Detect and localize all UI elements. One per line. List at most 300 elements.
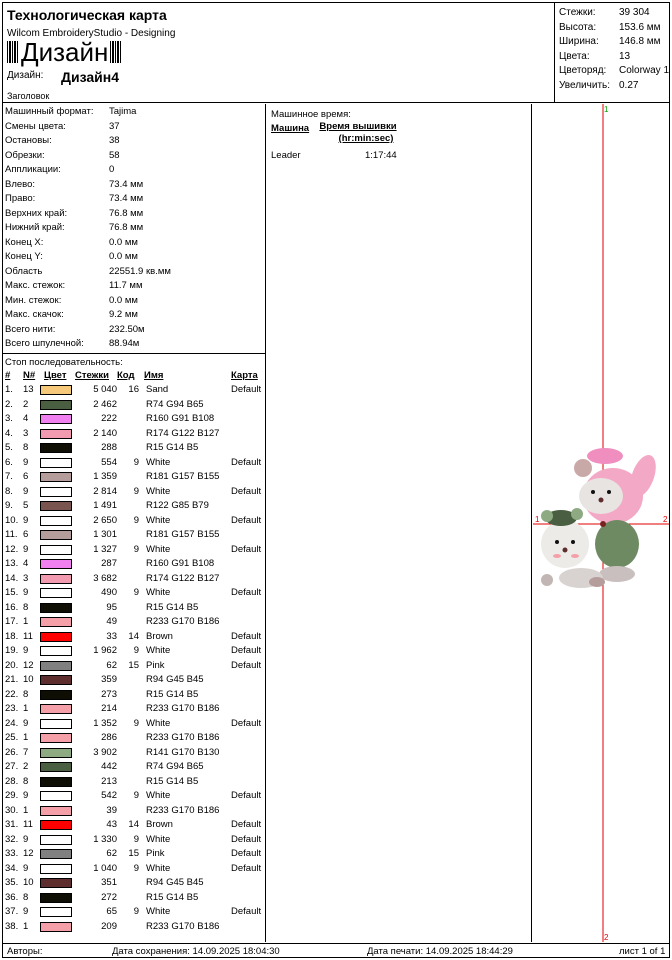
stop-code: 15 [128, 848, 139, 859]
color-swatch [40, 733, 72, 743]
stop-row [3, 747, 266, 762]
footer [3, 943, 669, 958]
stop-row [3, 413, 266, 428]
stop-name: R94 G45 B45 [146, 674, 204, 685]
stop-num: 14. [5, 572, 19, 584]
stop-code: 9 [133, 862, 139, 874]
machine-params [3, 104, 266, 354]
color-swatch [40, 777, 72, 787]
param-label: Смены цвета: [5, 120, 66, 132]
stop-row [3, 892, 266, 907]
param-value: 232.50м [109, 323, 145, 335]
stop-row [3, 399, 266, 414]
col-header-embroidery-time [315, 121, 401, 145]
param-row [5, 237, 263, 251]
color-swatch [40, 414, 72, 424]
color-swatch [40, 429, 72, 439]
stop-row [3, 674, 266, 689]
machine-time-title: Машинное время: [271, 109, 351, 120]
stop-stitches: 2 462 [93, 398, 117, 410]
stop-name: Pink [146, 848, 165, 859]
barcode-start-icon [7, 41, 19, 63]
param-row [5, 266, 263, 280]
preview-canvas [533, 104, 669, 942]
stop-name: R233 G170 B186 [146, 732, 220, 743]
stop-row [3, 718, 266, 733]
stop-num: 25. [5, 732, 19, 743]
stop-needle: 2 [23, 761, 29, 772]
stop-name: R94 G45 B45 [146, 877, 204, 888]
header-stats [556, 3, 669, 102]
color-swatch [40, 661, 72, 671]
stop-name: Brown [146, 819, 173, 830]
stop-num: 4. [5, 427, 13, 439]
stop-row [3, 529, 266, 544]
stop-row [3, 573, 266, 588]
stop-needle: 9 [23, 862, 29, 874]
stop-chart: Default [231, 630, 262, 642]
machine-name: Leader [271, 150, 301, 161]
param-label: Конец X: [5, 236, 44, 248]
stop-row [3, 544, 266, 559]
stop-num: 26. [5, 746, 19, 758]
stop-row [3, 660, 266, 675]
color-swatch [40, 632, 72, 642]
stop-num: 19. [5, 645, 19, 656]
barcode-text: Дизайн [21, 37, 109, 67]
param-row [5, 208, 263, 222]
stop-num: 6. [5, 456, 13, 468]
stat-value: 146.8 мм [619, 36, 661, 47]
param-value: 58 [109, 149, 120, 161]
stop-chart: Default [231, 456, 262, 468]
color-swatch [40, 791, 72, 801]
param-value: 73.4 мм [109, 193, 144, 204]
stop-chart: Default [231, 659, 262, 671]
stop-code: 9 [133, 790, 139, 801]
stop-needle: 9 [23, 485, 29, 497]
stop-num: 33. [5, 848, 19, 859]
stop-row [3, 471, 266, 486]
stop-num: 28. [5, 775, 19, 787]
stop-row [3, 819, 266, 834]
param-label: Макс. скачок: [5, 309, 64, 320]
stop-name: White [146, 790, 171, 801]
color-swatch [40, 458, 72, 468]
stop-chart: Default [231, 384, 262, 395]
param-label: Конец Y: [5, 251, 43, 262]
stop-stitches: 542 [101, 790, 117, 801]
stop-num: 34. [5, 862, 19, 874]
stat-label: Цвета: [559, 50, 590, 62]
stop-num: 5. [5, 442, 13, 453]
color-swatch [40, 559, 72, 569]
stop-num: 18. [5, 630, 19, 642]
stat-label: Увеличить: [559, 79, 611, 91]
param-row [5, 179, 263, 193]
param-value: 76.8 мм [109, 207, 144, 219]
axis-label-top: 1 [604, 105, 609, 114]
stop-code: 9 [133, 514, 139, 526]
param-row [5, 309, 263, 323]
stop-needle: 8 [23, 601, 29, 613]
stop-num: 2. [5, 398, 13, 410]
stat-value: 39 304 [619, 7, 650, 18]
stop-stitches: 1 040 [93, 862, 117, 874]
stop-name: White [146, 485, 171, 497]
stop-needle: 8 [23, 891, 29, 903]
stop-row [3, 515, 266, 530]
stop-row [3, 500, 266, 515]
stop-row [3, 805, 266, 820]
stop-name: R174 G122 B127 [146, 572, 220, 584]
stop-stitches: 351 [101, 877, 117, 888]
color-swatch [40, 864, 72, 874]
stop-needle: 12 [23, 848, 34, 859]
stop-code: 9 [133, 717, 139, 729]
stop-stitches: 214 [101, 703, 117, 714]
stop-name: R122 G85 B79 [146, 500, 209, 511]
stop-num: 27. [5, 761, 19, 772]
stop-sequence-title: Стоп последовательность: [5, 357, 123, 368]
stop-stitches: 62 [106, 848, 117, 859]
param-row [5, 193, 263, 207]
stop-row [3, 761, 266, 776]
param-label: Машинный формат: [5, 106, 94, 117]
stop-name: White [146, 514, 171, 526]
stop-num: 31. [5, 819, 19, 830]
stop-name: R15 G14 B5 [146, 688, 199, 700]
stop-row [3, 428, 266, 443]
stop-needle: 12 [23, 659, 34, 671]
stop-name: R74 G94 B65 [146, 398, 204, 410]
stop-name: R15 G14 B5 [146, 601, 199, 613]
stop-stitches: 1 962 [93, 645, 117, 656]
stop-row [3, 906, 266, 921]
stop-needle: 9 [23, 833, 29, 845]
stop-stitches: 1 327 [93, 543, 117, 555]
color-swatch [40, 443, 72, 453]
stop-stitches: 1 359 [93, 471, 117, 482]
stop-chart: Default [231, 819, 262, 830]
stop-name: White [146, 833, 171, 845]
col-header-time-line1: Время вышивки [319, 121, 397, 132]
stop-stitches: 359 [101, 674, 117, 685]
machine-time-value: 1:17:44 [365, 150, 397, 161]
stop-num: 37. [5, 906, 19, 917]
stop-num: 22. [5, 688, 19, 700]
param-label: Аппликации: [5, 164, 61, 175]
stop-name: White [146, 862, 171, 874]
param-label: Всего шпулечной: [5, 338, 84, 349]
stop-stitches: 554 [101, 456, 117, 468]
stat-value: 153.6 мм [619, 21, 661, 33]
stop-needle: 1 [23, 616, 29, 627]
footer-authors: Авторы: [7, 946, 43, 957]
design-barcode [7, 39, 122, 65]
stop-needle: 9 [23, 587, 29, 598]
axis-label-bottom: 2 [604, 933, 609, 942]
stop-needle: 9 [23, 790, 29, 801]
stop-name: R160 G91 B108 [146, 558, 215, 569]
col-header-machine: Машина [271, 123, 310, 134]
stop-name: Brown [146, 630, 173, 642]
stop-name: White [146, 543, 171, 555]
stop-needle: 1 [23, 920, 29, 932]
stop-name: R233 G170 B186 [146, 616, 220, 627]
param-value: 22551.9 кв.мм [109, 265, 171, 277]
stop-row [3, 921, 266, 936]
color-swatch [40, 893, 72, 903]
color-swatch [40, 922, 72, 932]
col-header-name: Имя [144, 370, 164, 381]
col-header-n: N# [23, 370, 36, 381]
stop-stitches: 62 [106, 659, 117, 671]
stop-name: R160 G91 B108 [146, 413, 215, 424]
param-label: Влево: [5, 178, 36, 190]
stat-label: Ширина: [559, 36, 599, 47]
param-row [5, 150, 263, 164]
param-label: Нижний край: [5, 222, 65, 233]
stop-needle: 13 [23, 384, 34, 395]
stop-code: 9 [133, 456, 139, 468]
stop-needle: 4 [23, 558, 29, 569]
app-subtitle: Wilcom EmbroideryStudio - Designing [7, 28, 176, 39]
param-value: 9.2 мм [109, 309, 138, 320]
color-swatch [40, 646, 72, 656]
param-label: Макс. стежок: [5, 280, 66, 291]
stop-row [3, 631, 266, 646]
param-value: 76.8 мм [109, 222, 144, 233]
stop-row [3, 689, 266, 704]
stop-row [3, 645, 266, 660]
color-swatch [40, 820, 72, 830]
stop-chart: Default [231, 587, 262, 598]
color-swatch [40, 588, 72, 598]
stop-code: 9 [133, 485, 139, 497]
stop-chart: Default [231, 790, 262, 801]
header-info [3, 3, 555, 102]
param-value: 37 [109, 120, 120, 132]
stop-name: R181 G157 B155 [146, 529, 220, 540]
stop-needle: 10 [23, 877, 34, 888]
stop-chart: Default [231, 543, 262, 555]
stop-chart: Default [231, 862, 262, 874]
color-swatch [40, 849, 72, 859]
stop-needle: 9 [23, 543, 29, 555]
color-swatch [40, 545, 72, 555]
stop-needle: 6 [23, 471, 29, 482]
color-swatch [40, 835, 72, 845]
stat-label: Стежки: [559, 7, 596, 18]
stop-name: R15 G14 B5 [146, 775, 199, 787]
stat-value: 13 [619, 50, 631, 62]
stop-stitches: 286 [101, 732, 117, 743]
stop-stitches: 273 [101, 688, 117, 700]
stop-needle: 1 [23, 703, 29, 714]
color-swatch [40, 574, 72, 584]
stop-code: 14 [128, 630, 139, 642]
left-column [3, 104, 266, 942]
param-value: Tajima [109, 106, 137, 117]
stat-value: 0.27 [619, 79, 639, 91]
color-swatch [40, 806, 72, 816]
stop-name: R15 G14 B5 [146, 442, 199, 453]
stop-name: R141 G170 B130 [146, 746, 220, 758]
stop-needle: 3 [23, 427, 29, 439]
stop-needle: 8 [23, 442, 29, 453]
color-swatch [40, 719, 72, 729]
stop-code: 14 [128, 819, 139, 830]
col-header-chart: Карта [231, 370, 258, 381]
embroidery-design-image [541, 448, 661, 588]
stop-num: 9. [5, 500, 13, 511]
param-value: 0.0 мм [109, 251, 138, 262]
design-label: Дизайн: [7, 70, 44, 81]
stop-row [3, 863, 266, 878]
stop-code: 9 [133, 645, 139, 656]
param-label: Область [5, 265, 43, 277]
design-name: Дизайн4 [61, 69, 119, 85]
color-swatch [40, 762, 72, 772]
axis-label-left: 1 [535, 515, 540, 524]
stop-code: 9 [133, 587, 139, 598]
col-header-color: Цвет [44, 370, 67, 381]
stop-chart: Default [231, 833, 262, 845]
stop-stitches: 442 [101, 761, 117, 772]
col-header-num: # [5, 370, 11, 381]
color-swatch [40, 907, 72, 917]
stop-num: 32. [5, 833, 19, 845]
stop-chart: Default [231, 514, 262, 526]
stop-needle: 9 [23, 645, 29, 656]
stop-stitches: 33 [106, 630, 117, 642]
stop-code: 9 [133, 543, 139, 555]
param-row [5, 164, 263, 178]
param-value: 0 [109, 164, 115, 175]
stop-code: 16 [128, 384, 139, 395]
param-row [5, 295, 263, 309]
footer-saved-date: Дата сохранения: 14.09.2025 18:04:30 [112, 946, 280, 957]
stop-name: R233 G170 B186 [146, 920, 220, 932]
header [3, 3, 669, 103]
stop-row [3, 384, 266, 399]
param-row [5, 251, 263, 265]
stop-num: 24. [5, 717, 19, 729]
stat-label: Высота: [559, 21, 597, 33]
stop-num: 16. [5, 601, 19, 613]
heading-label: Заголовок [7, 91, 50, 101]
stop-stitches: 65 [106, 906, 117, 917]
param-row [5, 135, 263, 149]
stop-row [3, 776, 266, 791]
stop-stitches: 1 491 [93, 500, 117, 511]
footer-page-number: лист 1 of 1 [619, 946, 666, 957]
stop-chart: Default [231, 717, 262, 729]
stop-row [3, 457, 266, 472]
color-swatch [40, 516, 72, 526]
stop-name: Pink [146, 659, 165, 671]
stop-name: R74 G94 B65 [146, 761, 204, 772]
stop-num: 29. [5, 790, 19, 801]
stop-num: 36. [5, 891, 19, 903]
stop-stitches: 490 [101, 587, 117, 598]
stop-stitches: 2 140 [93, 427, 117, 439]
barcode-end-icon [110, 41, 122, 63]
stop-stitches: 1 330 [93, 833, 117, 845]
color-swatch [40, 487, 72, 497]
stop-name: R233 G170 B186 [146, 804, 220, 816]
stop-stitches: 3 902 [93, 746, 117, 758]
stop-needle: 8 [23, 775, 29, 787]
color-swatch [40, 617, 72, 627]
stop-needle: 6 [23, 529, 29, 540]
stop-chart: Default [231, 848, 262, 859]
stop-name: R15 G14 B5 [146, 891, 199, 903]
color-swatch [40, 748, 72, 758]
stop-needle: 11 [23, 819, 33, 830]
stop-name: White [146, 587, 171, 598]
stop-code: 15 [128, 659, 139, 671]
stop-num: 13. [5, 558, 19, 569]
param-label: Всего нити: [5, 323, 56, 335]
worksheet-frame [2, 2, 670, 958]
stop-needle: 1 [23, 804, 29, 816]
stop-row [3, 790, 266, 805]
stop-needle: 9 [23, 514, 29, 526]
color-swatch [40, 472, 72, 482]
param-row [5, 280, 263, 294]
color-swatch [40, 704, 72, 714]
param-value: 73.4 мм [109, 178, 144, 190]
stop-stitches: 43 [106, 819, 117, 830]
color-swatch [40, 530, 72, 540]
stop-chart: Default [231, 645, 262, 656]
page-title: Технологическая карта [7, 7, 167, 23]
stop-stitches: 95 [106, 601, 117, 613]
stop-needle: 1 [23, 732, 29, 743]
stop-row [3, 486, 266, 501]
stop-name: White [146, 456, 171, 468]
stop-needle: 10 [23, 674, 34, 685]
stop-chart: Default [231, 906, 262, 917]
stop-needle: 9 [23, 456, 29, 468]
stop-row [3, 732, 266, 747]
stop-name: White [146, 717, 171, 729]
param-row [5, 121, 263, 135]
param-value: 0.0 мм [109, 294, 138, 306]
stop-row [3, 703, 266, 718]
stop-name: Sand [146, 384, 169, 395]
stop-needle: 2 [23, 398, 29, 410]
color-swatch [40, 603, 72, 613]
stop-row [3, 587, 266, 602]
stop-stitches: 288 [101, 442, 117, 453]
stop-num: 20. [5, 659, 19, 671]
stop-needle: 9 [23, 906, 29, 917]
stop-num: 17. [5, 616, 19, 627]
param-value: 11.7 мм [109, 280, 143, 291]
stop-stitches: 287 [101, 558, 117, 569]
stop-num: 3. [5, 413, 13, 424]
stop-needle: 9 [23, 717, 29, 729]
stop-num: 35. [5, 877, 19, 888]
stop-stitches: 39 [106, 804, 117, 816]
stop-chart: Default [231, 485, 262, 497]
stop-name: R181 G157 B155 [146, 471, 220, 482]
param-label: Мин. стежок: [5, 294, 62, 306]
stop-row [3, 834, 266, 849]
